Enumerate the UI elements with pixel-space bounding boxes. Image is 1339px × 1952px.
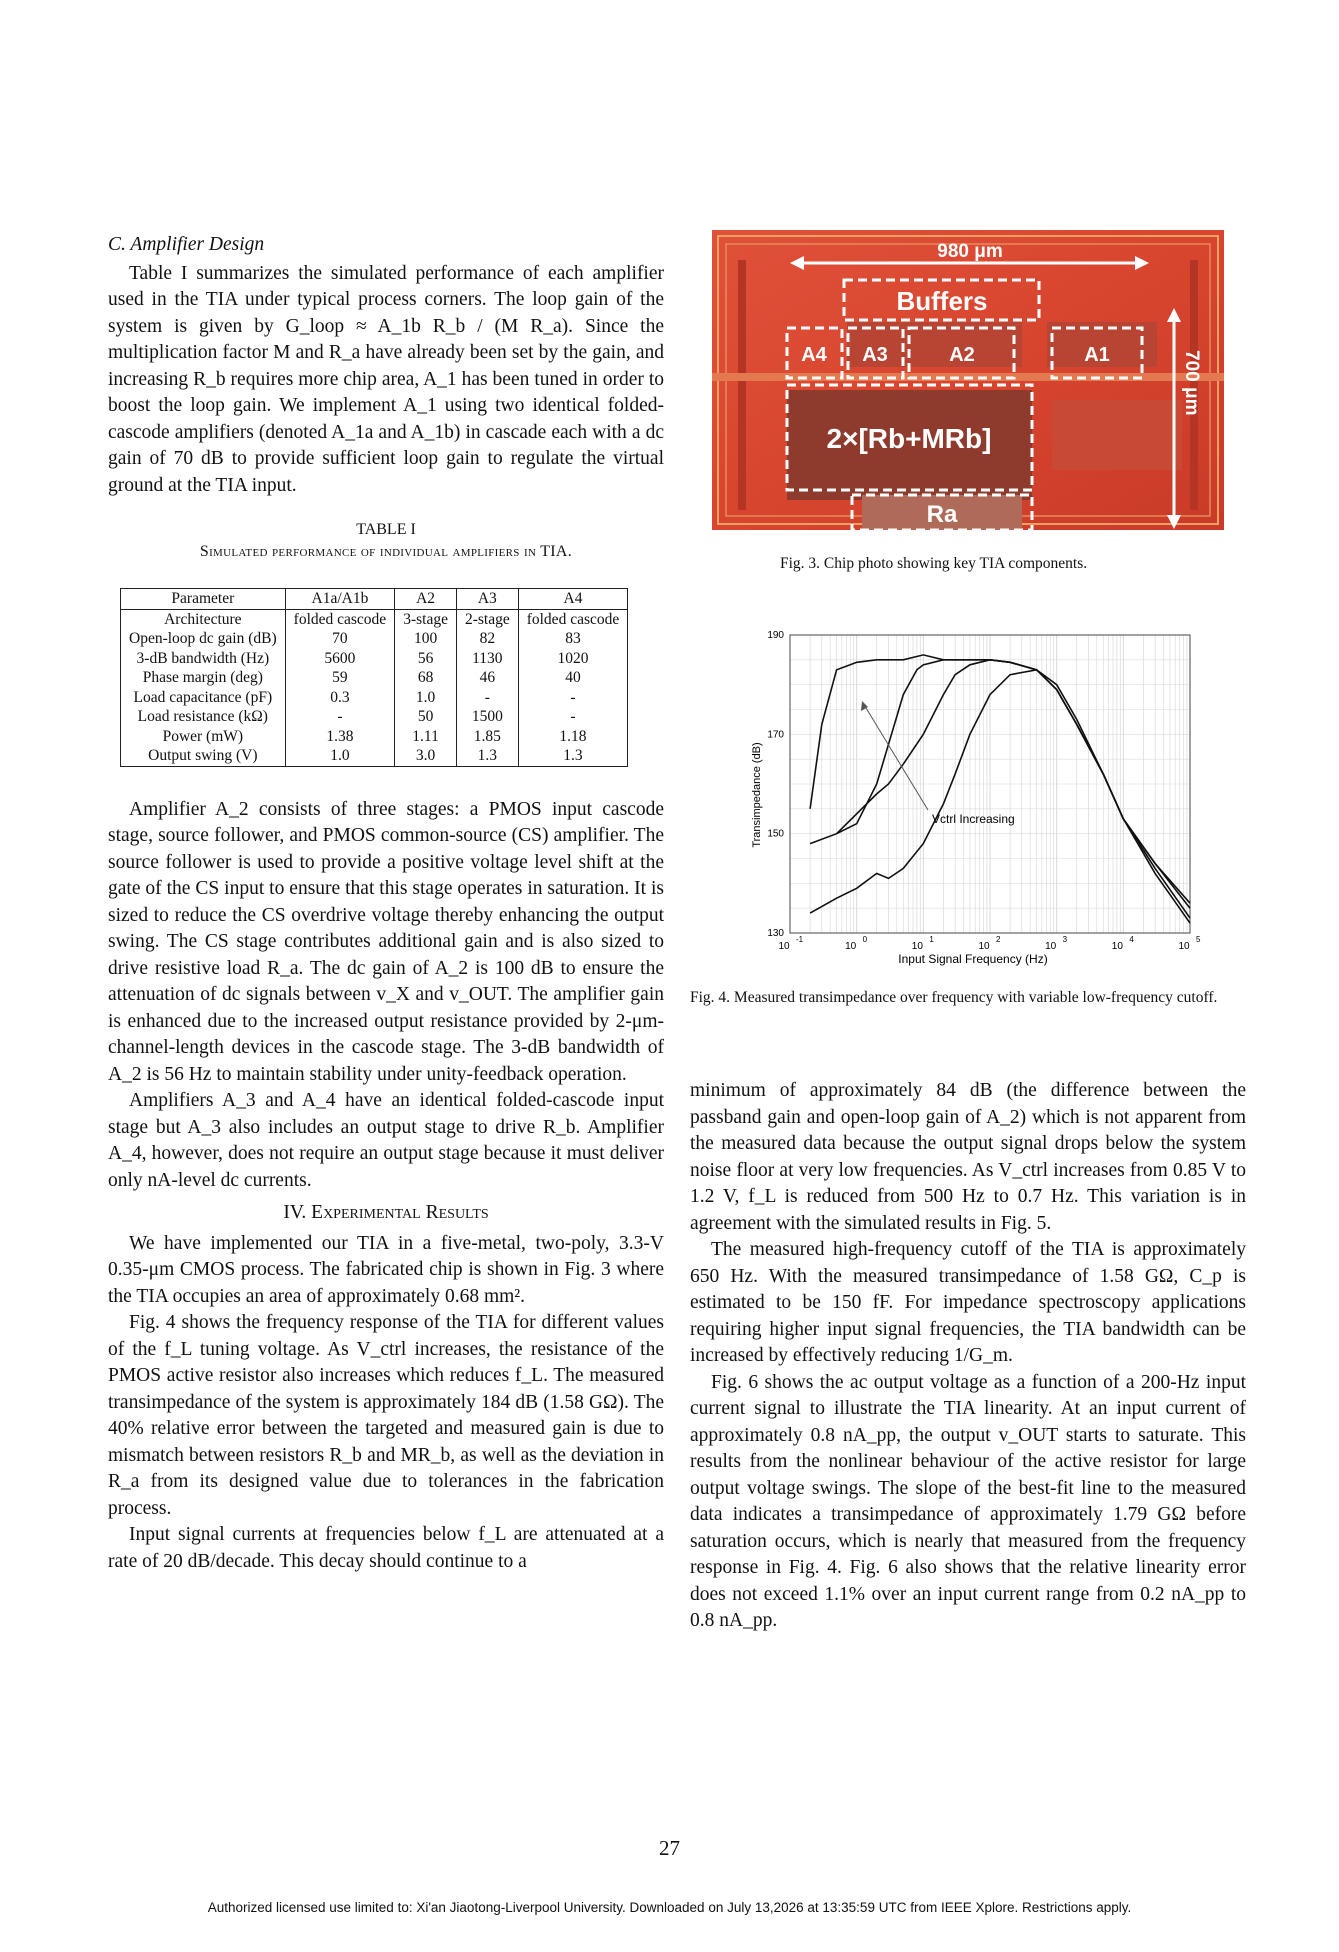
table-cell: Output swing (V) bbox=[121, 746, 286, 766]
paragraph-a2: Amplifier A_2 consists of three stages: a PMOS input cascode stage, source follower, and PMOS common-source (CS) amplifier. The source follower is used to provide a positive voltage level shift at the gate of the CS input to ensure that this stage operates in saturation. It is sized to reduce the CS overdrive voltage thereby enhancing the output swing. The CS stage contributes additional gain and is also sized to drive resistive load R_a. The dc gain of A_2 is 100 dB to ensure the attenuation of dc signals between v_X and v_OUT. The amplifier gain is enhanced due to the increased output resistance provided by 2-μm-channel-length devices in the cascode stage. The 3-dB bandwidth of A_2 is 56 Hz to maintain stability under unity-feedback operation. bbox=[108, 798, 664, 1085]
table-cell: folded cascode bbox=[518, 609, 628, 629]
ra-label: Ra bbox=[926, 501, 958, 528]
table-header: A2 bbox=[395, 589, 457, 610]
chart-y-tick-label: 150 bbox=[767, 828, 784, 840]
table-row bbox=[121, 629, 628, 649]
paragraph-noise-floor: minimum of approximately 84 dB (the difference between the passband gain and open-loop gain of A_2) which is not apparent from the measured data because the output signal drops below the system noise floor at very low frequencies. As V_ctrl increases from 0.85 V to 1.2 V, f_L is reduced from 500 Hz to 0.7 Hz. This variation is in agreement with the simulated results in Fig. 5. bbox=[690, 1080, 1246, 1234]
figure3-caption: Fig. 3. Chip photo showing key TIA components. bbox=[780, 555, 1088, 572]
chart-x-tick-label: 10 bbox=[911, 941, 923, 952]
paragraph-implementation: We have implemented our TIA in a five-metal, two-poly, 3.3-V 0.35-μm CMOS process. The fabricated chip is shown in Fig. 3 where the TIA occupies an area of approximately 0.68 mm². bbox=[108, 1232, 664, 1307]
chart-x-tick-label: 10 bbox=[978, 941, 990, 952]
chart-y-tick-label: 190 bbox=[767, 630, 784, 641]
chart-annotation: Vctrl Increasing bbox=[932, 812, 1015, 826]
table-header-row bbox=[121, 589, 628, 610]
paragraph-high-frequency: The measured high-frequency cutoff of the TIA is approximately 650 Hz. With the measured transimpedance of 1.58 GΩ, C_p is estimated to be 150 fF. For impedance spectroscopy applications requiring higher input signal frequencies, the TIA bandwidth can be increased by effectively reducing 1/G_m. bbox=[690, 1239, 1246, 1366]
paragraph-linearity: Fig. 6 shows the ac output voltage as a function of a 200-Hz input current signal to illustrate the TIA linearity. At an input current of approximately 0.8 nA_pp, the output v_OUT starts to saturate. This results from the nonlinear behaviour of the active resistor for large output voltage swings. The slope of the best-fit line to the measured data indicates a transimpedance of approximately 1.79 GΩ before saturation occurs, which is nearly that measured from the frequency response in Fig. 4. Fig. 6 also shows that the relative linearity error does not exceed 1.1% over an input current range from 0.2 nA_pp to 0.8 nA_pp. bbox=[690, 1371, 1246, 1631]
a1-label: A1 bbox=[1084, 344, 1110, 366]
table-cell: 68 bbox=[395, 668, 457, 688]
chart-y-tick-label: 170 bbox=[767, 729, 784, 741]
chip-photo bbox=[712, 230, 1224, 530]
table-cell: 3-dB bandwidth (Hz) bbox=[121, 649, 286, 669]
table-cell: 1.0 bbox=[395, 688, 457, 708]
table-row bbox=[121, 727, 628, 747]
paragraph-attenuation: Input signal currents at frequencies below f_L are attenuated at a rate of 20 dB/decade. This decay should continue to a bbox=[108, 1524, 664, 1572]
chart-x-tick-exponent: 0 bbox=[862, 935, 868, 944]
a4-label: A4 bbox=[801, 344, 827, 366]
left-column bbox=[108, 232, 664, 1575]
table-cell: 1.0 bbox=[285, 746, 395, 766]
table-cell: Load capacitance (pF) bbox=[121, 688, 286, 708]
paragraph-frequency-response: Fig. 4 shows the frequency response of the TIA for different values of the f_L tuning voltage. As V_ctrl increases, the resistance of the PMOS active resistor also increases which reduces f_L. The measured transimpedance of the system is approximately 184 dB (1.58 GΩ). The 40% relative error between the targeted and measured gain is due to mismatch between resistors R_b and MR_b, as well as the deviation in R_a from its designed value due to tolerances in the fabrication process. bbox=[108, 1312, 664, 1519]
a2-label: A2 bbox=[949, 344, 975, 366]
height-label: 700 μm bbox=[1181, 350, 1202, 416]
table-cell: 1.18 bbox=[518, 727, 628, 747]
table-cell: Load resistance (kΩ) bbox=[121, 707, 286, 727]
table-cell: 1500 bbox=[456, 707, 518, 727]
table-cell: Open-loop dc gain (dB) bbox=[121, 629, 286, 649]
table-cell: 83 bbox=[518, 629, 628, 649]
section-iv-heading: IV. Experimental Results bbox=[283, 1202, 489, 1223]
chart-x-tick-exponent: -1 bbox=[796, 935, 804, 944]
chart-x-axis-label: Input Signal Frequency (Hz) bbox=[898, 952, 1048, 966]
chart-x-tick-exponent: 5 bbox=[1196, 935, 1201, 944]
table-cell: 1020 bbox=[518, 649, 628, 669]
table-caption bbox=[108, 519, 664, 563]
chart-x-tick-label: 10 bbox=[1045, 941, 1057, 952]
chart-x-tick-label: 10 bbox=[778, 941, 790, 952]
chart-x-tick-exponent: 4 bbox=[1129, 935, 1134, 944]
table-cell: - bbox=[285, 707, 395, 727]
table-cell: folded cascode bbox=[285, 609, 395, 629]
chart-x-tick-exponent: 2 bbox=[996, 935, 1001, 944]
table-cell: 1.3 bbox=[456, 746, 518, 766]
table-cell: 3.0 bbox=[395, 746, 457, 766]
table-cell: Power (mW) bbox=[121, 727, 286, 747]
table-cell: 50 bbox=[395, 707, 457, 727]
table-title: Simulated performance of individual amplifiers in TIA. bbox=[199, 543, 573, 560]
table-row bbox=[121, 609, 628, 629]
table-cell: Architecture bbox=[121, 609, 286, 629]
chart-x-tick-exponent: 1 bbox=[929, 935, 934, 944]
chart-x-tick-label: 10 bbox=[1111, 941, 1123, 952]
table-cell: 70 bbox=[285, 629, 395, 649]
table-row bbox=[121, 688, 628, 708]
resistor-block-label: 2×[Rb+MRb] bbox=[826, 423, 992, 454]
chart-x-tick-exponent: 3 bbox=[1062, 935, 1068, 944]
table-header: Parameter bbox=[121, 589, 286, 610]
table-cell: 1.38 bbox=[285, 727, 395, 747]
table-body bbox=[121, 609, 628, 766]
table-cell: 59 bbox=[285, 668, 395, 688]
table-cell: 0.3 bbox=[285, 688, 395, 708]
right-column bbox=[690, 1078, 1246, 1635]
table-label: TABLE I bbox=[356, 521, 416, 538]
chart-y-tick-label: 130 bbox=[767, 928, 784, 939]
table-cell: - bbox=[456, 688, 518, 708]
table-header: A3 bbox=[456, 589, 518, 610]
buffers-label: Buffers bbox=[896, 286, 988, 316]
table-cell: 82 bbox=[456, 629, 518, 649]
table-row bbox=[121, 746, 628, 766]
chart-x-tick-label: 10 bbox=[1178, 941, 1190, 952]
table-cell: 2-stage bbox=[456, 609, 518, 629]
table-cell: 56 bbox=[395, 649, 457, 669]
figure4-caption: Fig. 4. Measured transimpedance over frequency with variable low-frequency cutoff. bbox=[690, 989, 1218, 1006]
table-cell: 1.85 bbox=[456, 727, 518, 747]
chart-grid bbox=[790, 635, 1190, 933]
table-row bbox=[121, 668, 628, 688]
table-cell: 5600 bbox=[285, 649, 395, 669]
paragraph-a3-a4: Amplifiers A_3 and A_4 have an identical folded-cascode input stage but A_3 also includes an output stage to drive R_b. Amplifier A_4, however, does not require an output stage because it must deliver only nA-level dc currents. bbox=[108, 1090, 664, 1191]
table-cell: 3-stage bbox=[395, 609, 457, 629]
table-cell: 1130 bbox=[456, 649, 518, 669]
table-row bbox=[121, 707, 628, 727]
paragraph-amplifier-design: Table I summarizes the simulated performance of each amplifier used in the TIA under typical process corners. The loop gain of the system is given by G_loop ≈ A_1b R_b / (M R_a). Since the multiplication factor M and R_a have already been set by the gain, and increasing R_b requires more chip area, A_1 has been tuned in order to boost the loop gain. We implement A_1 using two identical folded-cascode amplifiers (denoted A_1a and A_1b) in cascade each with a dc gain of 70 dB to provide sufficient loop gain to regulate the virtual ground at the TIA input. bbox=[108, 262, 664, 496]
transimpedance-chart bbox=[745, 615, 1205, 975]
table-cell: 1.3 bbox=[518, 746, 628, 766]
width-label: 980 μm bbox=[937, 241, 1003, 262]
table-header: A4 bbox=[518, 589, 628, 610]
table-cell: 40 bbox=[518, 668, 628, 688]
page-number: 27 bbox=[659, 1836, 680, 1860]
table-cell: 100 bbox=[395, 629, 457, 649]
table-cell: 1.11 bbox=[395, 727, 457, 747]
section-c-heading: C. Amplifier Design bbox=[108, 234, 265, 255]
table-cell: Phase margin (deg) bbox=[121, 668, 286, 688]
chart-y-axis-label: Transimpedance (dB) bbox=[751, 742, 763, 848]
page-footer: Authorized licensed use limited to: Xi'an Jiaotong-Liverpool University. Downloaded on July 13,2026 at 13:35:59 UTC from IEEE Xplore. Restrictions apply. bbox=[207, 1900, 1132, 1915]
amplifier-performance-table bbox=[120, 588, 628, 767]
table-header: A1a/A1b bbox=[285, 589, 395, 610]
table-cell: - bbox=[518, 707, 628, 727]
a3-label: A3 bbox=[862, 344, 888, 366]
chart-x-tick-label: 10 bbox=[845, 941, 857, 952]
table-row bbox=[121, 649, 628, 669]
table-cell: - bbox=[518, 688, 628, 708]
table-cell: 46 bbox=[456, 668, 518, 688]
